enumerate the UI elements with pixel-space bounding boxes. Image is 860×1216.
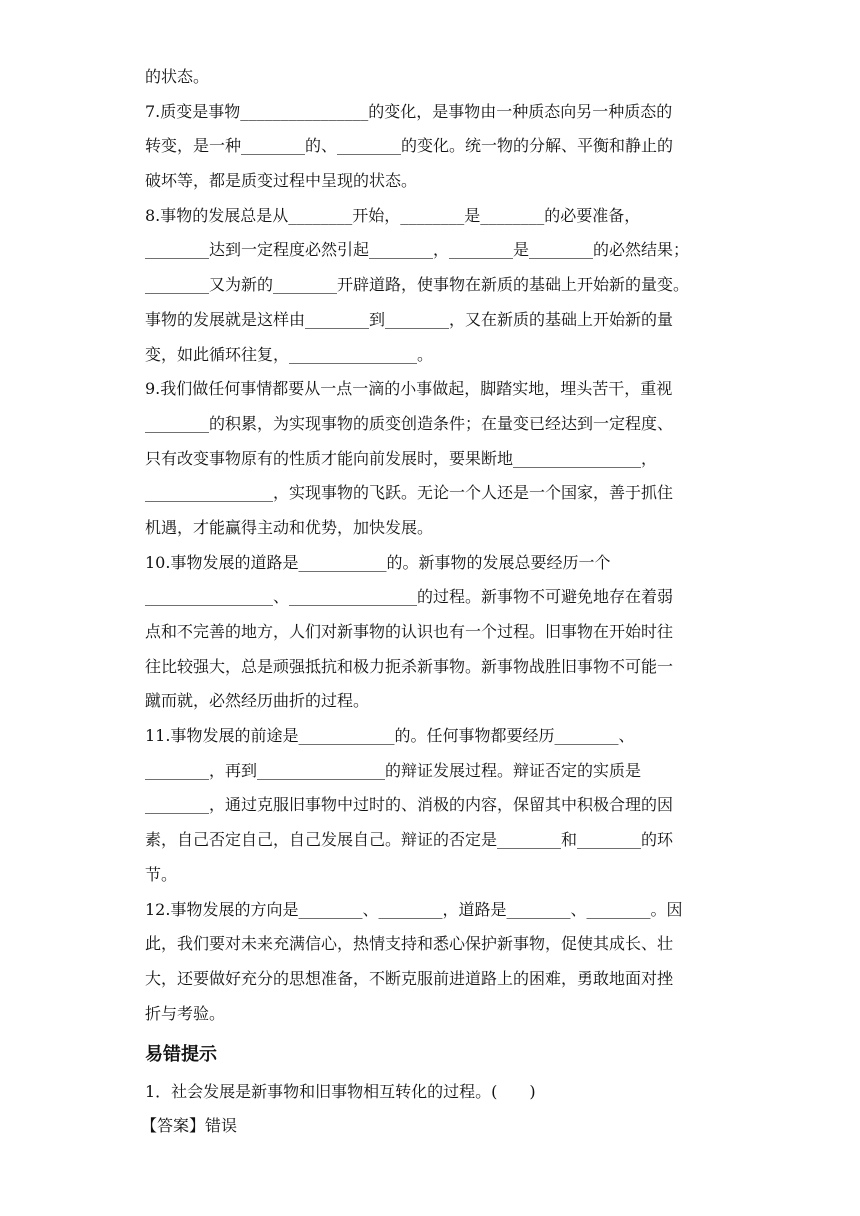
text-line: ________________、________________的过程。新事物不可避免地存在着弱: [145, 587, 674, 607]
text-line: 事物的发展就是这样由________到________，又在新质的基础上开始新的量: [145, 309, 674, 329]
text-line: 往比较强大，总是顽强抵抗和极力扼杀新事物。新事物战胜旧事物不可能一: [145, 656, 674, 676]
text-line: 转变，是一种________的、________的变化。统一物的分解、平衡和静止的: [145, 136, 674, 156]
text-line: 9.我们做任何事情都要从一点一滴的小事做起，脚踏实地，埋头苦干，重视: [145, 379, 673, 399]
text-line: ________，再到________________的辩证发展过程。辩证否定的实质是: [145, 760, 642, 780]
text-line: 的状态。: [145, 67, 210, 86]
section-heading: 易错提示: [145, 1044, 217, 1066]
text-line: 变，如此循环往复，________________。: [145, 344, 434, 364]
text-line: 10.事物发展的道路是___________的。新事物的发展总要经历一个: [145, 552, 611, 572]
text-line: ________达到一定程度必然引起________，________是________的必然结果；: [145, 240, 690, 260]
text-line: 只有改变事物原有的性质才能向前发展时，要果断地________________，: [145, 448, 658, 468]
text-line: ________的积累，为实现事物的质变创造条件；在量变已经达到一定程度、: [145, 413, 674, 433]
answer-text: 【答案】错误: [141, 1116, 238, 1136]
document-page: [141, 60, 725, 1143]
text-line: ________又为新的________开辟道路，使事物在新质的基础上开始新的量变。: [145, 275, 690, 295]
text-line: 此，我们要对未来充满信心，热情支持和悉心保护新事物，促使其成长、壮: [145, 934, 674, 954]
text-line: 11.事物发展的前途是____________的。任何事物都要经历________、: [145, 726, 635, 746]
text-line: 蹴而就，必然经历曲折的过程。: [145, 691, 370, 711]
text-line: 大，还要做好充分的思想准备，不断克服前进道路上的困难，勇敢地面对挫: [145, 968, 674, 988]
question-text: 1．社会发展是新事物和旧事物相互转化的过程。( ): [145, 1082, 536, 1102]
text-line: 12.事物发展的方向是________、________，道路是________、________。因: [145, 899, 683, 919]
text-line: 点和不完善的地方，人们对新事物的认识也有一个过程。旧事物在开始时往: [145, 622, 674, 641]
text-line: 破坏等，都是质变过程中呈现的状态。: [145, 171, 418, 191]
text-line: ________，通过克服旧事物中过时的、消极的内容，保留其中积极合理的因: [145, 795, 674, 815]
text-line: 折与考验。: [145, 1003, 226, 1023]
text-line: 7.质变是事物________________的变化，是事物由一种质态向另一种质态的: [145, 101, 673, 121]
text-line: 8.事物的发展总是从________开始，________是________的必要准备，: [145, 205, 641, 225]
text-line: 节。: [145, 864, 178, 884]
text-line: 机遇，才能赢得主动和优势，加快发展。: [145, 517, 434, 537]
text-line: ________________，实现事物的飞跃。无论一个人还是一个国家，善于抓住: [145, 483, 674, 503]
text-line: 素，自己否定自己，自己发展自己。辩证的否定是________和________的环: [145, 830, 674, 850]
